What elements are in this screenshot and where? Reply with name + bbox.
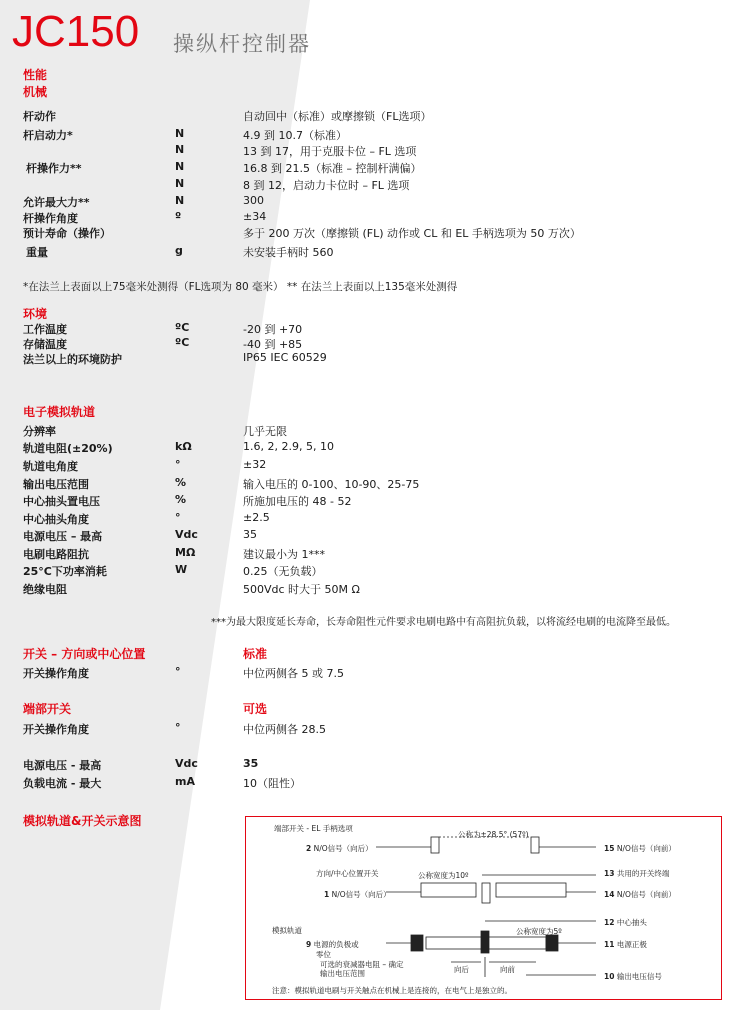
row-label: 开关操作角度 xyxy=(23,667,89,680)
row-label: 轨道电角度 xyxy=(23,460,78,473)
switch-direction-status: 标准 xyxy=(243,647,268,661)
row-unit: ºC xyxy=(175,321,190,334)
row-label: 杆启动力* xyxy=(23,129,73,142)
terminal-15: 15 xyxy=(604,844,615,853)
row-unit: % xyxy=(175,493,187,506)
terminal-9-text: 电源的负极或 xyxy=(313,940,359,949)
row-value: 4.9 到 10.7（标准） xyxy=(243,129,347,142)
row-label: 25°C下功率消耗 xyxy=(23,565,107,578)
terminal-10-text: 输出电压信号 xyxy=(616,972,662,981)
nominal-width-label: 公称宽度为10º xyxy=(418,871,469,880)
row-value: 13 到 17，用于克服卡位 – FL 选项 xyxy=(243,145,417,158)
row-unit: g xyxy=(175,244,183,257)
backward-label: 向后 xyxy=(454,965,469,974)
terminal-12: 12 xyxy=(604,918,615,927)
page-subtitle: 操纵杆控制器 xyxy=(173,32,311,56)
terminal-12-text: 中心抽头 xyxy=(616,918,647,927)
row-unit: N xyxy=(175,160,185,173)
row-label: 电刷电路阻抗 xyxy=(23,548,89,561)
terminal-2: 2 xyxy=(306,844,312,853)
row-label: 分辨率 xyxy=(23,425,56,438)
row-label: 轨道电阻(±20%) xyxy=(23,442,113,455)
row-value: 自动回中（标准）或摩擦锁（FL选项） xyxy=(243,110,432,123)
analog-track-footnote: ***为最大限度延长寿命，长寿命阻性元件要求电刷电路中有高阻抗负载，以将流经电刷的电流降至最低。 xyxy=(211,617,676,628)
row-value: 1.6, 2, 2.9, 5, 10 xyxy=(243,440,334,453)
row-value: 未安装手柄时 560 xyxy=(243,246,334,259)
row-value: 中位两侧各 5 或 7.5 xyxy=(243,667,344,680)
terminal-11: 11 xyxy=(604,940,615,949)
row-value: 500Vdc 时大于 50M Ω xyxy=(243,583,360,596)
row-value: 几乎无限 xyxy=(243,425,287,438)
row-unit: N xyxy=(175,177,185,190)
row-unit: ° xyxy=(175,511,181,524)
terminal-1-text: N/O信号（向后） xyxy=(331,890,391,899)
schematic-diagram xyxy=(245,816,722,1000)
n9-label-2: 零位 xyxy=(316,950,331,959)
row-label: 工作温度 xyxy=(23,323,67,336)
row-unit: Vdc xyxy=(175,528,198,541)
n14-label xyxy=(604,889,676,900)
nominal-width5-label: 公称宽度为5º xyxy=(516,927,562,936)
end-switch-status: 可选 xyxy=(243,702,268,716)
row-unit: Vdc xyxy=(175,757,198,770)
row-value: 10（阻性） xyxy=(243,777,301,790)
row-label: 绝缘电阻 xyxy=(23,583,67,596)
n13-label xyxy=(604,868,669,879)
nominal-end-label: 公称为±28.5° (57º) xyxy=(458,830,529,839)
row-value: 输入电压的 0-100、10-90、25-75 xyxy=(243,478,420,491)
row-value: -20 到 +70 xyxy=(243,323,303,336)
terminal-13-text: 共用的开关终端 xyxy=(616,869,670,878)
attenuator-label-2: 输出电压范围 xyxy=(320,969,365,978)
row-unit: mA xyxy=(175,775,195,788)
row-unit: ° xyxy=(175,665,181,678)
row-unit: N xyxy=(175,127,185,140)
row-value: ±34 xyxy=(243,210,267,223)
row-value: 中位两侧各 28.5 xyxy=(243,723,326,736)
n11-label xyxy=(604,939,647,950)
row-value: 多于 200 万次（摩擦锁 (FL) 动作或 CL 和 EL 手柄选项为 50 万次） xyxy=(243,227,581,240)
row-label: 电源电压 - 最高 xyxy=(23,759,102,772)
row-unit: MΩ xyxy=(175,546,196,559)
end-switch-label: 端部开关 - EL 手柄选项 xyxy=(274,824,353,833)
track-label: 模拟轨道 xyxy=(272,926,302,935)
row-value: 35 xyxy=(243,528,257,541)
terminal-15-text: N/O信号（向前） xyxy=(616,844,676,853)
row-value: 0.25（无负载） xyxy=(243,565,323,578)
dir-switch-label: 方向/中心位置开关 xyxy=(316,869,379,878)
terminal-1: 1 xyxy=(324,890,330,899)
row-value: 所施加电压的 48 - 52 xyxy=(243,495,352,508)
section-performance-heading: 性能 xyxy=(23,68,48,82)
row-label: 法兰以上的环境防护 xyxy=(23,353,122,366)
section-end-switch-heading: 端部开关 xyxy=(23,702,72,716)
page-title: JC150 xyxy=(12,7,140,56)
section-environment-heading: 环境 xyxy=(23,307,48,321)
row-label: 预计寿命（操作） xyxy=(23,227,111,240)
row-unit: ºC xyxy=(175,336,190,349)
row-label: 中心抽头角度 xyxy=(23,513,89,526)
row-value: 300 xyxy=(243,194,264,207)
attenuator-label: 可选的衰减器电阻 – 确定 xyxy=(320,960,404,969)
row-value: 建议最小为 1*** xyxy=(243,548,325,561)
n2-label xyxy=(306,843,373,854)
row-unit: N xyxy=(175,194,185,207)
n12-label xyxy=(604,917,647,928)
diagram-note: 注意：模拟轨道电刷与开关触点在机械上是连接的，在电气上是独立的。 xyxy=(272,986,512,995)
row-label: 杆操作力** xyxy=(26,162,82,175)
terminal-14-text: N/O信号（向前） xyxy=(616,890,676,899)
row-value: 16.8 到 21.5（标准 – 控制杆满偏） xyxy=(243,162,422,175)
row-label: 输出电压范围 xyxy=(23,478,89,491)
row-value: 8 到 12，启动力卡位时 – FL 选项 xyxy=(243,179,410,192)
forward-label: 向前 xyxy=(500,965,515,974)
row-label: 重量 xyxy=(26,246,48,259)
n10-label xyxy=(604,971,662,982)
row-unit: W xyxy=(175,563,188,576)
row-label: 电源电压 – 最高 xyxy=(23,530,103,543)
terminal-14: 14 xyxy=(604,890,615,899)
terminal-9: 9 xyxy=(306,940,312,949)
section-diagram-heading: 模拟轨道&开关示意图 xyxy=(23,814,142,828)
terminal-2-text: N/O信号（向后） xyxy=(313,844,373,853)
row-label: 中心抽头置电压 xyxy=(23,495,100,508)
row-label: 负载电流 - 最大 xyxy=(23,777,102,790)
row-unit: % xyxy=(175,476,187,489)
mechanical-footnote: *在法兰上表面以上75毫米处测得（FL选项为 80 毫米） ** 在法兰上表面以上135毫米处测得 xyxy=(23,281,458,293)
n9-label xyxy=(306,939,359,950)
n1-label xyxy=(324,889,391,900)
row-value: 35 xyxy=(243,757,259,770)
row-label: 允许最大力** xyxy=(23,196,90,209)
terminal-10: 10 xyxy=(604,972,615,981)
section-mechanical-heading: 机械 xyxy=(23,85,48,99)
n15-label xyxy=(604,843,676,854)
row-label: 杆操作角度 xyxy=(23,212,78,225)
terminal-13: 13 xyxy=(604,869,615,878)
row-label: 开关操作角度 xyxy=(23,723,89,736)
row-value: ±32 xyxy=(243,458,267,471)
row-value: -40 到 +85 xyxy=(243,338,303,351)
row-unit: ° xyxy=(175,721,181,734)
row-value: IP65 IEC 60529 xyxy=(243,351,327,364)
row-label: 存储温度 xyxy=(23,338,67,351)
section-switch-direction-heading: 开关 – 方向或中心位置 xyxy=(23,647,146,661)
terminal-11-text: 电源正极 xyxy=(616,940,647,949)
row-value: ±2.5 xyxy=(243,511,270,524)
row-label: 杆动作 xyxy=(23,110,56,123)
row-unit: º xyxy=(175,210,182,223)
row-unit: kΩ xyxy=(175,440,192,453)
section-analog-track-heading: 电子模拟轨道 xyxy=(23,405,96,419)
row-unit: N xyxy=(175,143,185,156)
row-unit: ° xyxy=(175,458,181,471)
